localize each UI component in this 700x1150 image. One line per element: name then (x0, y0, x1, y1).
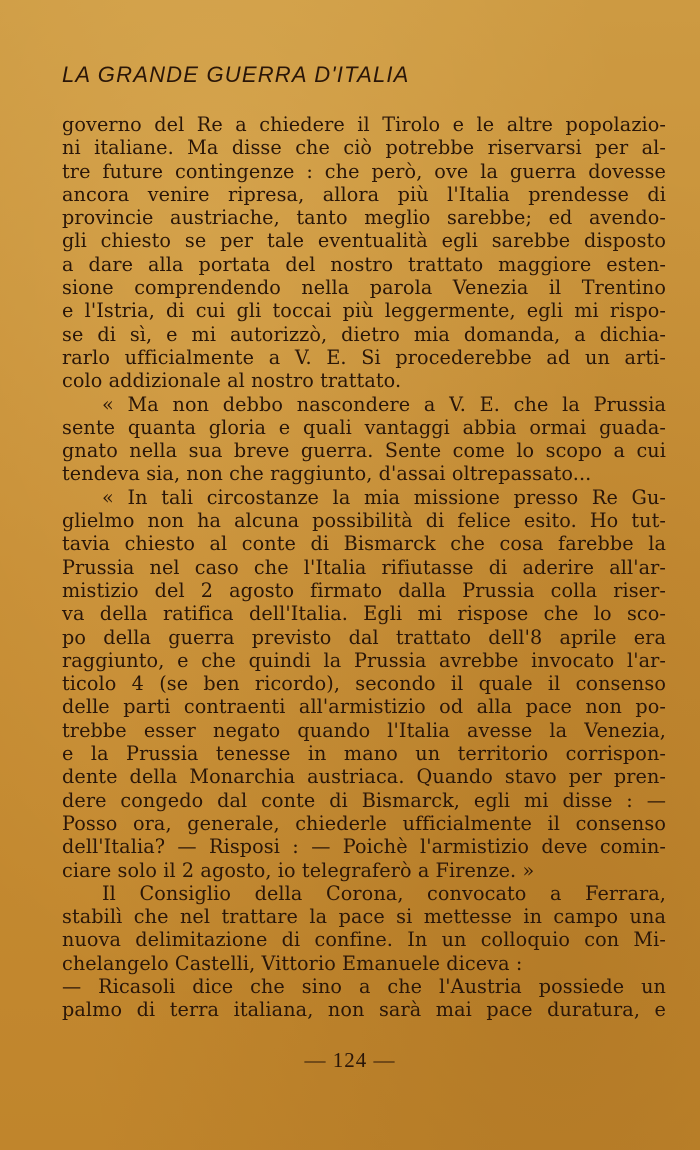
text-line: tavia chiesto al conte di Bismarck che cosa farebbe la (62, 532, 666, 556)
text-line: ticolo 4 (se ben ricordo), secondo il quale il consenso (62, 672, 666, 696)
text-line: trebbe esser negato quando l'Italia avesse la Venezia, (62, 718, 666, 742)
text-line: tendeva sia, non che raggiunto, d'assai oltrepassato... (62, 462, 592, 486)
text-line: stabilì che nel trattare la pace si mettesse in campo una (62, 905, 666, 929)
text-line: se di sì, e mi autorizzò, dietro mia domanda, a dichia- (62, 322, 666, 346)
text-line: po della guerra previsto dal trattato dell'8 aprile era (62, 625, 666, 649)
text-line: sente quanta gloria e quali vantaggi abbia ormai guada- (62, 415, 666, 439)
text-line: ciare solo il 2 agosto, io telegraferò a Firenze. » (62, 858, 535, 882)
text-line: delle parti contraenti all'armistizio od alla pace non po- (62, 695, 666, 719)
text-line: dente della Monarchia austriaca. Quando stavo per pren- (62, 765, 666, 789)
text-line: « Ma non debbo nascondere a V. E. che la Prussia (102, 392, 666, 416)
text-line: chelangelo Castelli, Vittorio Emanuele diceva : (62, 951, 523, 975)
page-number: — 124 — (304, 1048, 396, 1072)
body-text (62, 113, 666, 1022)
text-line: gli chiesto se per tale eventualità egli sarebbe disposto (62, 229, 666, 253)
text-line: mistizio del 2 agosto firmato dalla Prussia colla riser- (62, 578, 666, 602)
text-line: — Ricasoli dice che sino a che l'Austria possiede un (62, 974, 666, 998)
text-line: governo del Re a chiedere il Tirolo e le altre popolazio- (62, 113, 666, 136)
text-line: gnato nella sua breve guerra. Sente come lo scopo a cui (62, 439, 666, 463)
text-line: « In tali circostanze la mia missione presso Re Gu- (102, 485, 666, 509)
text-line: provincie austriache, tanto meglio sarebbe; ed avendo- (62, 206, 666, 230)
running-title: LA GRANDE GUERRA D'ITALIA (62, 62, 410, 87)
text-line: dere congedo dal conte di Bismarck, egli mi disse : — (62, 788, 666, 812)
text-line: palmo di terra italiana, non sarà mai pace duratura, e (62, 998, 666, 1022)
text-line: va della ratifica dell'Italia. Egli mi rispose che lo sco- (62, 602, 666, 626)
text-line: sione comprendendo nella parola Venezia il Trentino (62, 276, 666, 300)
text-line: ancora venire ripresa, allora più l'Italia prendesse di (62, 182, 666, 206)
text-line: ni italiane. Ma disse che ciò potrebbe riservarsi per al- (62, 136, 666, 160)
text-line: colo addizionale al nostro trattato. (62, 369, 402, 393)
text-line: glielmo non ha alcuna possibilità di felice esito. Ho tut- (62, 509, 666, 533)
text-line: Il Consiglio della Corona, convocato a Ferrara, (102, 881, 666, 905)
text-line: Posso ora, generale, chiederle ufficialmente il consenso (62, 811, 666, 835)
text-line: rarlo ufficialmente a V. E. Si procederebbe ad un arti- (62, 345, 666, 369)
text-line: raggiunto, e che quindi la Prussia avrebbe invocato l'ar- (62, 648, 666, 672)
text-line: tre future contingenze : che però, ove la guerra dovesse (62, 159, 666, 183)
text-line: e la Prussia tenesse in mano un territorio corrispon- (62, 742, 666, 766)
text-line: dell'Italia? — Risposi : — Poichè l'armistizio deve comin- (62, 835, 666, 859)
text-line: Prussia nel caso che l'Italia rifiutasse di aderire all'ar- (62, 555, 666, 579)
text-line: a dare alla portata del nostro trattato maggiore esten- (62, 252, 666, 276)
text-line: nuova delimitazione di confine. In un colloquio con Mi- (62, 928, 666, 952)
text-line: e l'Istria, di cui gli toccai più leggermente, egli mi rispo- (62, 299, 666, 323)
